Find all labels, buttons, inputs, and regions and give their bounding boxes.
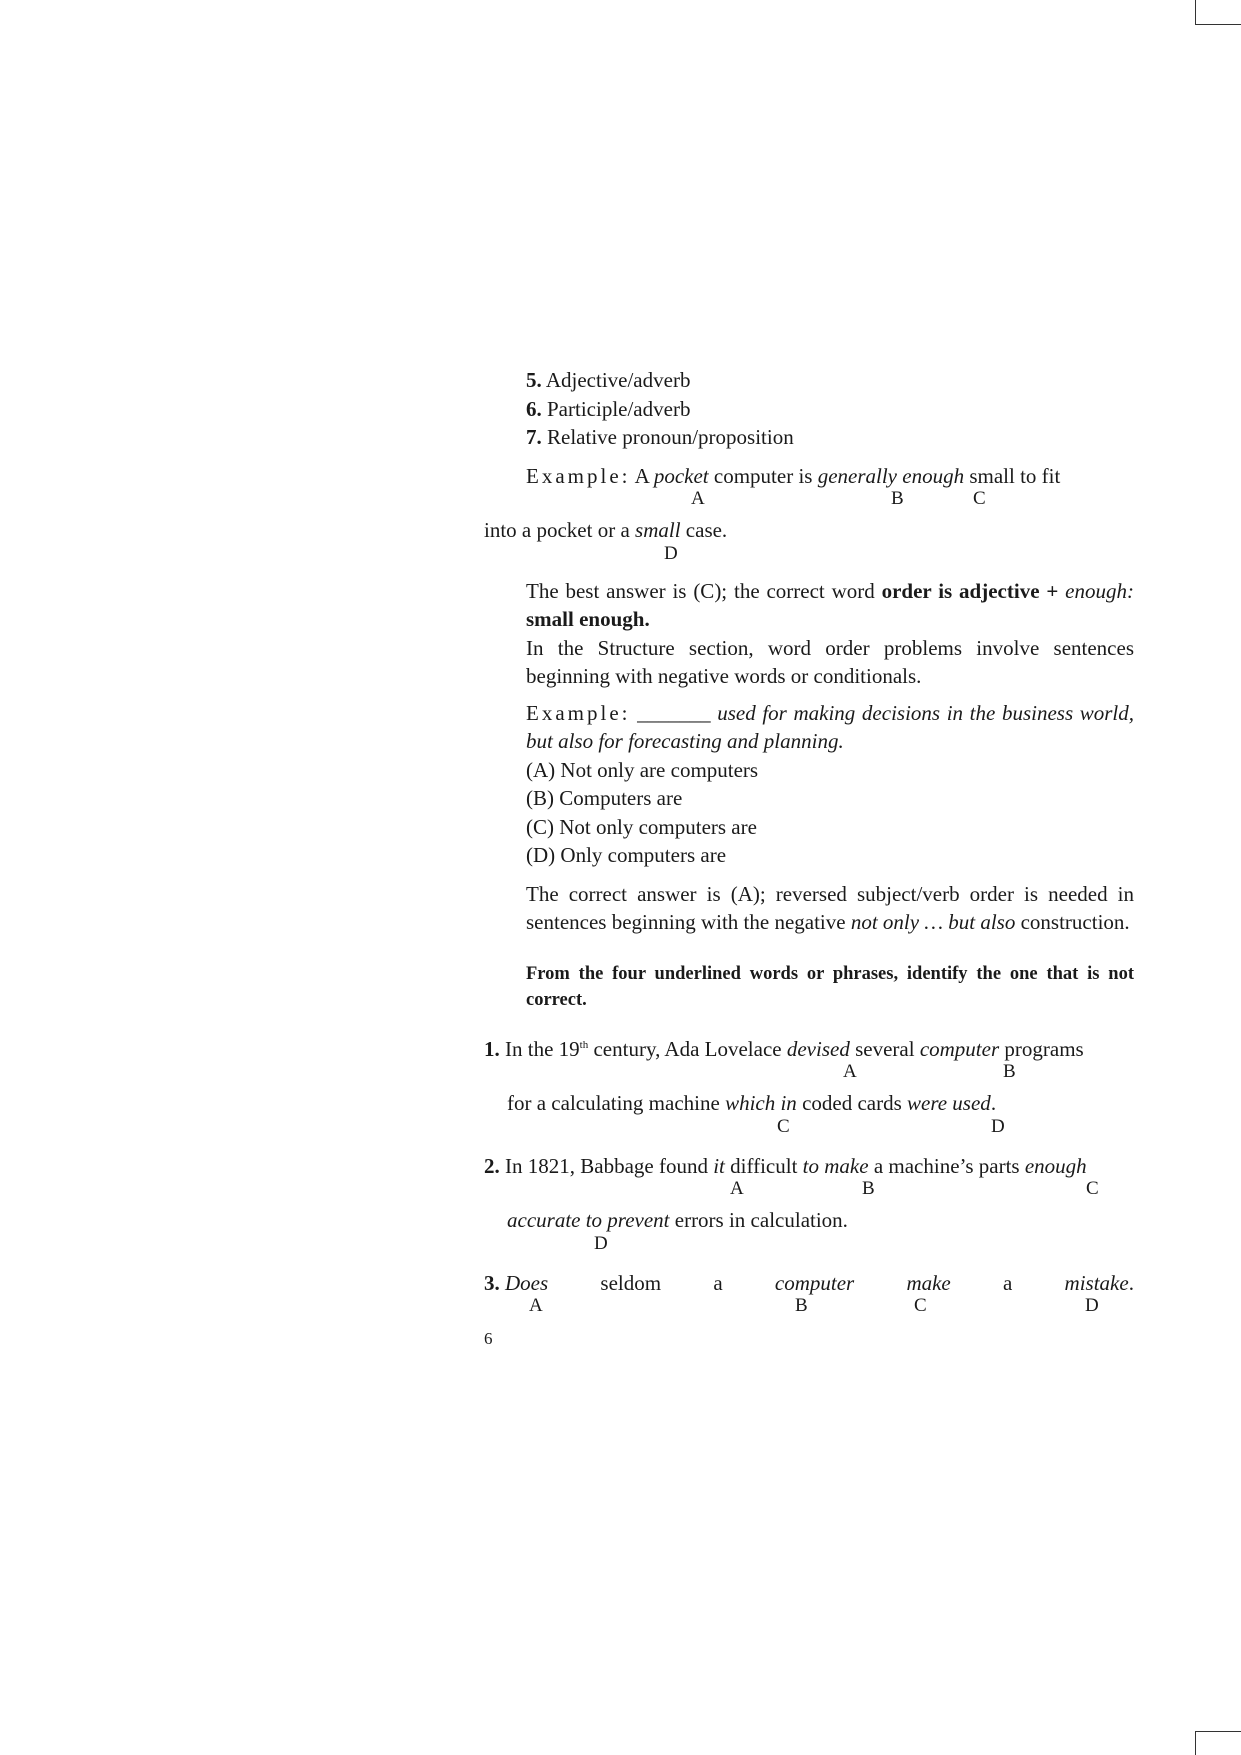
marker-a: A (843, 1061, 857, 1082)
page-body (484, 366, 1134, 1354)
question-2-line1: 2. In 1821, Babbage found it difficult to make a machine’s parts enough (484, 1153, 1087, 1178)
crop-mark-top-vertical (1195, 0, 1196, 24)
crop-mark-bottom-vertical (1195, 1731, 1196, 1755)
option-d: (D) Only computers are (526, 843, 727, 867)
marker-a: A (730, 1178, 744, 1199)
marker-b: B (891, 488, 904, 509)
example2: Example: _______ used for making decisions in the business world, but also for forecasting and planning. (526, 700, 1134, 753)
marker-c: C (1086, 1178, 1099, 1199)
category-item-5: 5. Adjective/adverb (526, 368, 691, 392)
question-2-markers-2 (484, 1232, 1134, 1261)
option-a: (A) Not only are computers (526, 757, 759, 782)
marker-b: B (795, 1295, 808, 1316)
example-label: Example: (526, 463, 631, 488)
marker-a: A (691, 488, 705, 509)
question-2-line2: accurate to prevent errors in calculation. (507, 1208, 848, 1232)
marker-d: D (664, 542, 678, 564)
marker-b: B (862, 1178, 875, 1199)
structure-paragraph: In the Structure section, word order problems involve sentences beginning with negative words or conditionals. (526, 635, 1134, 688)
question-1-markers-2 (484, 1115, 1134, 1144)
category-item-7: 7. Relative pronoun/proposition (526, 425, 794, 449)
marker-c: C (777, 1115, 790, 1137)
marker-a: A (529, 1295, 543, 1316)
marker-c: C (914, 1295, 927, 1316)
marker-d: D (594, 1232, 608, 1254)
crop-mark-top-horizontal (1195, 24, 1241, 25)
instruction: From the four underlined words or phrases, identify the one that is not correct. (526, 963, 1134, 1010)
question-3-markers (484, 1297, 1134, 1323)
marker-d: D (1085, 1295, 1099, 1316)
question-3-line: 3. Does seldom a computer make a mistake. (484, 1270, 1134, 1295)
question-2-markers-1 (484, 1180, 1134, 1206)
marker-d: D (991, 1115, 1005, 1137)
question-1-markers-1 (484, 1063, 1134, 1089)
option-b: (B) Computers are (526, 786, 683, 810)
answer-blank: _______ (637, 700, 711, 725)
category-item-6: 6. Participle/adverb (526, 396, 691, 421)
crop-mark-bottom-horizontal (1195, 1731, 1241, 1732)
marker-c: C (973, 488, 986, 509)
example1-markers-2 (484, 542, 1134, 571)
page-number: 6 (484, 1329, 493, 1348)
example1-markers-1 (484, 490, 1134, 516)
question-1-line2: for a calculating machine which in coded cards were used. (507, 1091, 997, 1115)
example1-line1: Example: A pocket computer is generally enough small to fit (526, 463, 1061, 488)
explanation2: The correct answer is (A); reversed subject/verb order is needed in sentences beginning with the negative not only … but also construction. (526, 881, 1134, 934)
marker-b: B (1003, 1061, 1016, 1082)
question-1-line1: 1. In the 19th century, Ada Lovelace devised several computer programs (484, 1036, 1084, 1061)
explanation1: The best answer is (C); the correct word order is adjective + enough: small enough. (526, 578, 1134, 631)
option-c: (C) Not only computers are (526, 814, 757, 839)
example1-line2: into a pocket or a small case. (484, 518, 728, 542)
